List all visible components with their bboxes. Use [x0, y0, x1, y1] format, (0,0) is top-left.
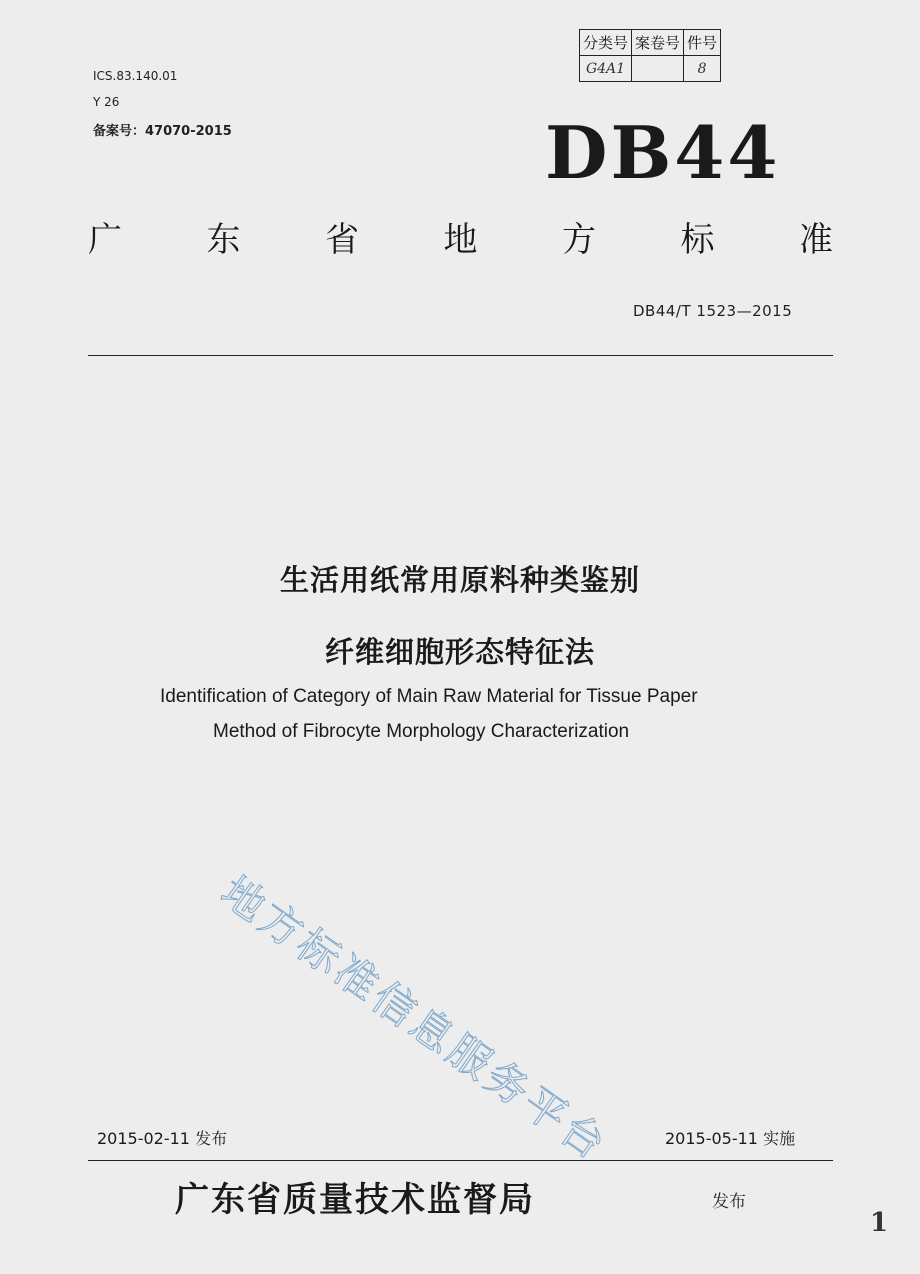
issuer-suffix: 发布: [712, 1192, 746, 1212]
standard-type-char: 标: [680, 220, 715, 260]
standard-type-heading: [88, 212, 833, 261]
classification-header-cell: 件号: [684, 30, 721, 56]
classification-header-row: [580, 30, 721, 56]
title-en-line1: Identification of Category of Main Raw Material for Tissue Paper: [160, 686, 698, 707]
standard-type-char: 准: [799, 220, 833, 260]
standard-type-char: 东: [206, 220, 241, 260]
ccs-code: Y 26: [93, 95, 120, 109]
watermark-text: 地方标准信息服务平台: [212, 866, 618, 1171]
classification-value-cell: G4A1: [580, 56, 632, 82]
standard-type-char: 方: [562, 220, 596, 260]
classification-header-cell: 分类号: [580, 30, 632, 56]
title-zh-line2: 纤维细胞形态特征法: [324, 635, 595, 669]
standard-type-char: 地: [443, 220, 478, 260]
title-en-line2: Method of Fibrocyte Morphology Characterization: [213, 721, 630, 742]
standard-mark: DB44: [545, 110, 781, 195]
issuer-name: 广东省质量技术监督局: [175, 1180, 535, 1220]
standard-number: DB44/T 1523—2015: [633, 302, 793, 320]
top-divider: [88, 355, 833, 356]
classification-header-cell: 案卷号: [632, 30, 684, 56]
classification-value-row: [580, 56, 721, 82]
issue-date: 2015-02-11 发布: [97, 1129, 228, 1148]
classification-table: [579, 29, 721, 82]
standard-type-char: 省: [325, 220, 359, 260]
implementation-date: 2015-05-11 实施: [665, 1129, 796, 1148]
bottom-divider: [88, 1160, 833, 1161]
standard-type-char: 广: [88, 220, 122, 260]
title-zh-line1: 生活用纸常用原料种类鉴别: [279, 563, 640, 597]
classification-value-cell: [632, 56, 684, 82]
classification-value-cell: 8: [684, 56, 721, 82]
filing-number: 备案号：47070-2015: [93, 124, 232, 139]
ics-code: ICS.83.140.01: [93, 69, 178, 83]
page-number: 1: [870, 1208, 889, 1238]
